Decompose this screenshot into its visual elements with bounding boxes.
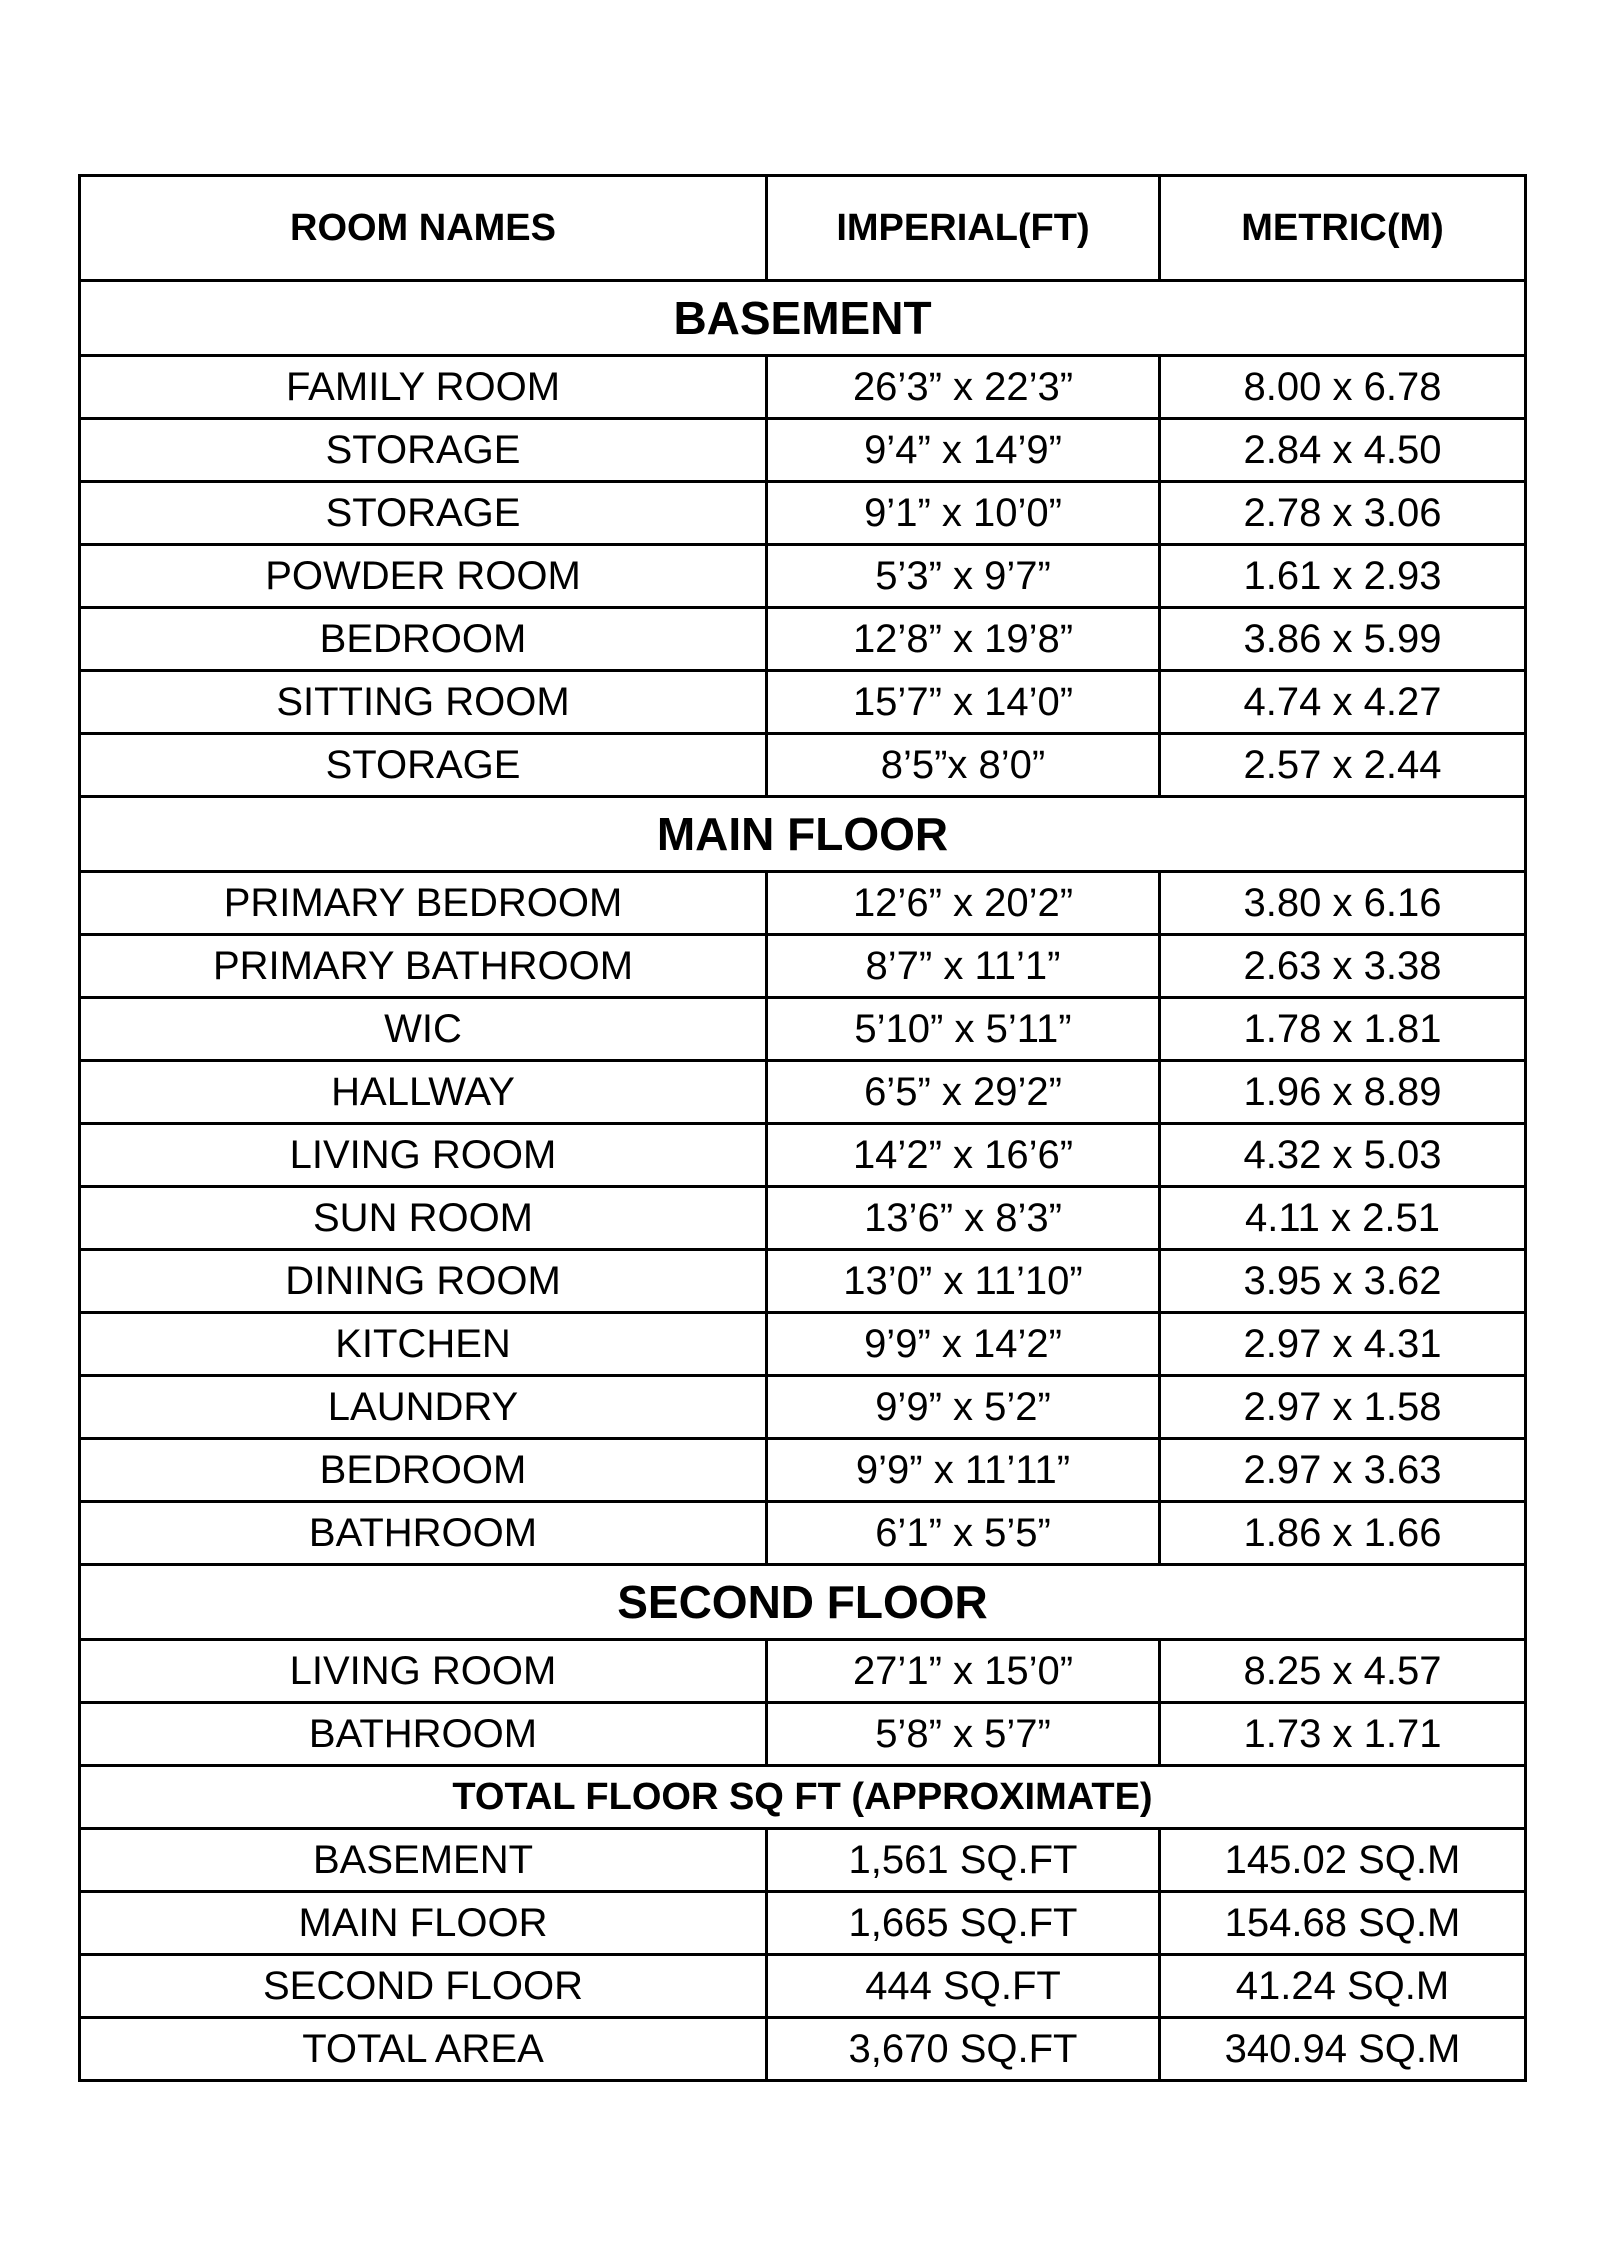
room-name: PRIMARY BATHROOM <box>80 935 767 998</box>
imperial-value: 5’8” x 5’7” <box>767 1703 1160 1766</box>
metric-value: 3.86 x 5.99 <box>1160 608 1526 671</box>
room-name: SUN ROOM <box>80 1187 767 1250</box>
table-row <box>80 1313 1526 1376</box>
total-row <box>80 1892 1526 1955</box>
header-imperial: IMPERIAL(FT) <box>767 176 1160 281</box>
imperial-value: 5’10” x 5’11” <box>767 998 1160 1061</box>
table-row <box>80 1250 1526 1313</box>
room-name: POWDER ROOM <box>80 545 767 608</box>
table-row <box>80 998 1526 1061</box>
imperial-area: 444 SQ.FT <box>767 1955 1160 2018</box>
metric-value: 2.57 x 2.44 <box>1160 734 1526 797</box>
imperial-value: 13’6” x 8’3” <box>767 1187 1160 1250</box>
room-name: BEDROOM <box>80 608 767 671</box>
room-name: STORAGE <box>80 482 767 545</box>
table-row <box>80 1187 1526 1250</box>
room-dimensions-table <box>78 174 1527 2082</box>
imperial-value: 9’9” x 14’2” <box>767 1313 1160 1376</box>
table-row <box>80 872 1526 935</box>
imperial-value: 6’1” x 5’5” <box>767 1502 1160 1565</box>
room-name: SITTING ROOM <box>80 671 767 734</box>
metric-value: 3.80 x 6.16 <box>1160 872 1526 935</box>
metric-value: 2.78 x 3.06 <box>1160 482 1526 545</box>
room-name: LIVING ROOM <box>80 1640 767 1703</box>
imperial-value: 14’2” x 16’6” <box>767 1124 1160 1187</box>
imperial-value: 26’3” x 22’3” <box>767 356 1160 419</box>
table-row <box>80 482 1526 545</box>
metric-value: 2.63 x 3.38 <box>1160 935 1526 998</box>
metric-value: 4.32 x 5.03 <box>1160 1124 1526 1187</box>
imperial-value: 8’5”x 8’0” <box>767 734 1160 797</box>
table-row <box>80 1703 1526 1766</box>
metric-value: 1.96 x 8.89 <box>1160 1061 1526 1124</box>
imperial-value: 9’9” x 5’2” <box>767 1376 1160 1439</box>
section-title-main-floor: MAIN FLOOR <box>80 797 1526 872</box>
imperial-value: 12’6” x 20’2” <box>767 872 1160 935</box>
metric-value: 2.84 x 4.50 <box>1160 419 1526 482</box>
imperial-value: 8’7” x 11’1” <box>767 935 1160 998</box>
floor-name: TOTAL AREA <box>80 2018 767 2081</box>
metric-value: 4.11 x 2.51 <box>1160 1187 1526 1250</box>
imperial-area: 1,665 SQ.FT <box>767 1892 1160 1955</box>
table-row <box>80 1502 1526 1565</box>
room-name: LIVING ROOM <box>80 1124 767 1187</box>
imperial-value: 15’7” x 14’0” <box>767 671 1160 734</box>
table-row <box>80 608 1526 671</box>
room-name: KITCHEN <box>80 1313 767 1376</box>
table-row <box>80 356 1526 419</box>
table-row <box>80 1376 1526 1439</box>
imperial-value: 9’4” x 14’9” <box>767 419 1160 482</box>
room-name: PRIMARY BEDROOM <box>80 872 767 935</box>
imperial-value: 5’3” x 9’7” <box>767 545 1160 608</box>
table-row <box>80 419 1526 482</box>
table-row <box>80 671 1526 734</box>
room-name: BATHROOM <box>80 1703 767 1766</box>
room-name: BEDROOM <box>80 1439 767 1502</box>
room-name: STORAGE <box>80 734 767 797</box>
header-room-names: ROOM NAMES <box>80 176 767 281</box>
section-title-basement: BASEMENT <box>80 281 1526 356</box>
table-header-row <box>80 176 1526 281</box>
room-name: STORAGE <box>80 419 767 482</box>
room-name: FAMILY ROOM <box>80 356 767 419</box>
floor-name: MAIN FLOOR <box>80 1892 767 1955</box>
room-name: WIC <box>80 998 767 1061</box>
room-name: LAUNDRY <box>80 1376 767 1439</box>
table-row <box>80 545 1526 608</box>
floor-name: BASEMENT <box>80 1829 767 1892</box>
imperial-value: 13’0” x 11’10” <box>767 1250 1160 1313</box>
metric-value: 4.74 x 4.27 <box>1160 671 1526 734</box>
imperial-value: 27’1” x 15’0” <box>767 1640 1160 1703</box>
metric-value: 8.25 x 4.57 <box>1160 1640 1526 1703</box>
imperial-value: 9’9” x 11’11” <box>767 1439 1160 1502</box>
section-title-totals: TOTAL FLOOR SQ FT (APPROXIMATE) <box>80 1766 1526 1829</box>
table-row <box>80 734 1526 797</box>
imperial-area: 1,561 SQ.FT <box>767 1829 1160 1892</box>
table-row <box>80 1640 1526 1703</box>
metric-area: 41.24 SQ.M <box>1160 1955 1526 2018</box>
metric-area: 145.02 SQ.M <box>1160 1829 1526 1892</box>
imperial-value: 12’8” x 19’8” <box>767 608 1160 671</box>
metric-area: 340.94 SQ.M <box>1160 2018 1526 2081</box>
metric-value: 2.97 x 3.63 <box>1160 1439 1526 1502</box>
metric-value: 2.97 x 4.31 <box>1160 1313 1526 1376</box>
metric-value: 2.97 x 1.58 <box>1160 1376 1526 1439</box>
imperial-area: 3,670 SQ.FT <box>767 2018 1160 2081</box>
header-metric: METRIC(M) <box>1160 176 1526 281</box>
table-row <box>80 1061 1526 1124</box>
metric-value: 1.73 x 1.71 <box>1160 1703 1526 1766</box>
total-row <box>80 1955 1526 2018</box>
table-row <box>80 1124 1526 1187</box>
room-name: HALLWAY <box>80 1061 767 1124</box>
table-body <box>80 281 1526 2081</box>
total-row <box>80 2018 1526 2081</box>
section-title-second-floor: SECOND FLOOR <box>80 1565 1526 1640</box>
floor-name: SECOND FLOOR <box>80 1955 767 2018</box>
metric-area: 154.68 SQ.M <box>1160 1892 1526 1955</box>
metric-value: 1.78 x 1.81 <box>1160 998 1526 1061</box>
imperial-value: 9’1” x 10’0” <box>767 482 1160 545</box>
table-row <box>80 1439 1526 1502</box>
metric-value: 3.95 x 3.62 <box>1160 1250 1526 1313</box>
metric-value: 1.86 x 1.66 <box>1160 1502 1526 1565</box>
room-name: BATHROOM <box>80 1502 767 1565</box>
total-row <box>80 1829 1526 1892</box>
imperial-value: 6’5” x 29’2” <box>767 1061 1160 1124</box>
room-name: DINING ROOM <box>80 1250 767 1313</box>
metric-value: 8.00 x 6.78 <box>1160 356 1526 419</box>
table-row <box>80 935 1526 998</box>
metric-value: 1.61 x 2.93 <box>1160 545 1526 608</box>
